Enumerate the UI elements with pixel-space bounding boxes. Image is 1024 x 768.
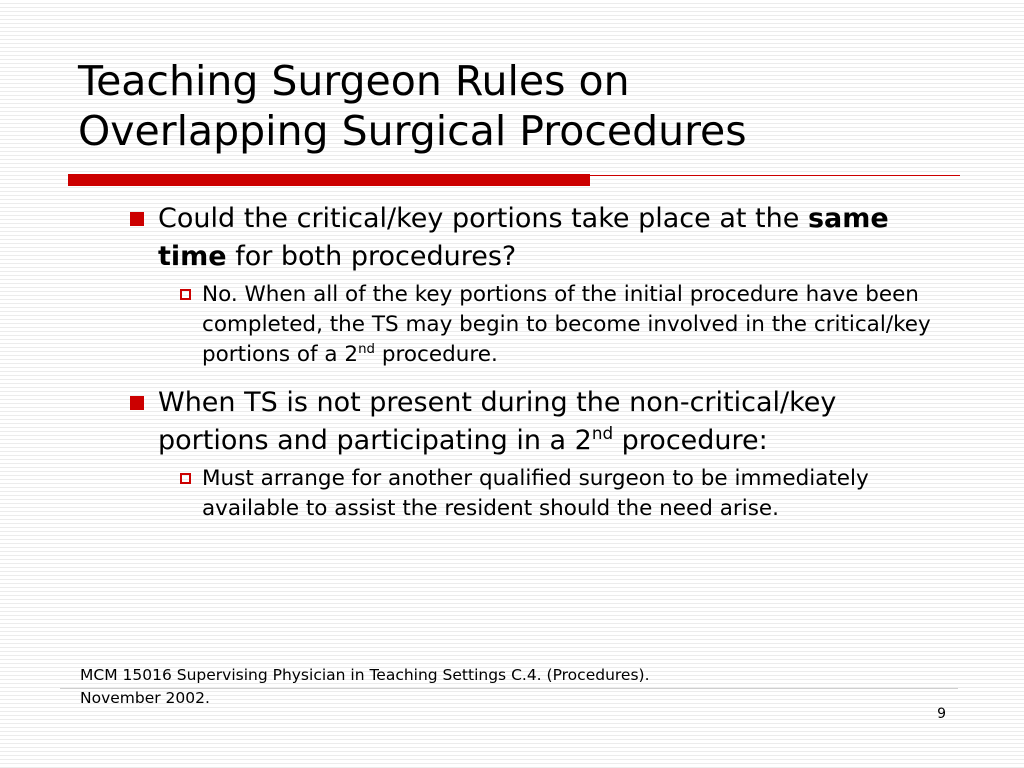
sub-bullet-2-text: Must arrange for another qualified surgeon to be immediately available to assist the resident should the need arise.: [202, 466, 869, 521]
square-bullet-icon: [130, 396, 144, 410]
title-line-2: Overlapping Surgical Procedures: [78, 107, 747, 155]
footnote-line-1: MCM 15016 Supervising Physician in Teaching Settings C.4. (Procedures).: [80, 666, 650, 684]
bullet-item-2: [128, 384, 948, 460]
hollow-square-bullet-icon: [180, 473, 191, 484]
sub-bullet-item-2: [178, 464, 948, 524]
bullet-2-text-post: procedure:: [613, 425, 768, 456]
bullet-1-text-bold: same time: [158, 203, 889, 272]
bullet-2-text-pre: When TS is not present during the non-critical/key portions and participating in a 2: [158, 387, 837, 456]
footnote: [80, 664, 860, 710]
bullet-2-superscript: nd: [591, 423, 614, 443]
bullet-1-text-post: for both procedures?: [226, 241, 517, 272]
bullet-1-text-pre: Could the critical/key portions take place at the: [158, 203, 808, 234]
bullet-list: [128, 200, 948, 524]
sub-bullet-item-1: [178, 280, 948, 370]
title-underline-thin: [590, 175, 960, 176]
sub-bullet-1-text: No. When all of the key portions of the initial procedure have been completed, the TS may begin to become involved in the critical/key portions of a 2: [202, 282, 931, 367]
sub-bullet-1-tail: procedure.: [375, 342, 498, 367]
footnote-line-2: November 2002.: [80, 689, 210, 707]
title-line-1: Teaching Surgeon Rules on: [78, 57, 630, 105]
bullet-item-1: [128, 200, 948, 276]
title-underline-accent: [68, 174, 590, 186]
slide-title: [78, 56, 978, 156]
page-number: 9: [937, 706, 946, 722]
hollow-square-bullet-icon: [180, 289, 191, 300]
square-bullet-icon: [130, 212, 144, 226]
sub-bullet-1-superscript: nd: [358, 341, 376, 357]
footer-divider: [60, 688, 958, 689]
